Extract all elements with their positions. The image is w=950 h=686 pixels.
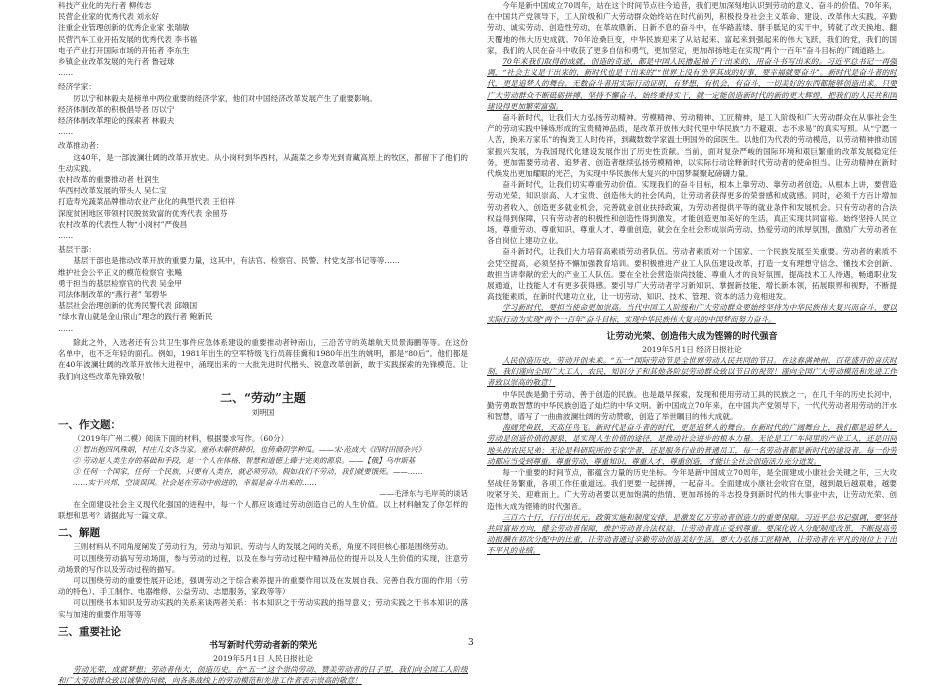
editorial-2-paragraph-3-text: 海阔凭鱼跃，天高任鸟飞。新时代是奋斗者的时代，更是追梦人的舞台。在新时代的广阔舞台上，我们都是追梦人。劳动是创造价值的源泉，是实现人生价值的途径，是推动社会进步的根本力量。无论是工厂车间里的产业工人，还是田间地头的农民兄弟；无论是科研院所的专家学者，还是服务行业的普通员工，每一名劳动者都是新时代的建设者，每一份劳动都应当受到尊重。尊重劳动、尊重知识、尊重人才、尊重创造，才能让全社会创造活力充分迸发。 [487,423,897,466]
page-number: 3 [468,638,474,648]
list-item: 维护社会公平正义的模范检察官 张飚 [58,267,182,277]
editorial-1-paragraph-6-text: 学习新时代，要担当使命更加崇高。当代中国工人阶级和广大劳动群众要始终坚持为中华民族伟大复兴而奋斗，要以实际行动为实现“两个一百年”奋斗目标、实现中华民族伟大复兴的中国梦而努力奋斗。 [487,303,897,324]
editorial-1-paragraph-6 [487,302,897,324]
editorial-2-paragraph-3 [487,422,897,467]
editorial-2-title: 让劳动光荣、创造伟大成为铿锵的时代强音 [606,331,778,342]
editorial-1-paragraph-2-text: 70年来我们取得的成就，创造的奇迹，都是中国人民撸起袖子干出来的、用奋斗书写出来的。习近平总书记一再强调，“社会主义是干出来的，新时代也是干出来的”“世界上没有坐享其成的好事，要幸福就要奋斗”。新时代是奋斗者的时代，更是追梦人的舞台。无数奋斗者用实际行动证明，有梦想，有机会，有奋斗，一切美好的东西都能够创造出来。只要广大劳动群众不断砥砺拼搏、坚持不懈奋斗，始终秉持实干，就一定能创造新时代的新的更大辉煌，把我们的人民共和国建设得更加繁荣富强。 [487,57,897,111]
task-material-item: ① 暂出抱四风殊娟，村庄儿女各当家。童孙未解供耕织，也傍桑阴学种瓜。——宋·范成大《四时田园杂兴》 [72,444,425,454]
reform-paragraph: 这40年，是一部波澜壮阔的改革开放史。从小岗村到华西村，从蔬菜之乡寿光到青藏高原上的牧区，都留下了他们的生动实践。 [58,152,468,173]
list-item: 勇于担当的基层检察官的代表 吴金甲 [58,278,182,288]
editorial-1-paragraph-4 [487,179,897,246]
task-quote: ……实干兴邦，空谈误国。社会是在劳动中前进的，幸福是奋斗出来的…… [72,477,317,487]
task-quote-source: ——毛泽东与毛岸英的谈话 [379,488,468,498]
list-item: 注重企业管理创新的优秀企业家 张瑞敏 [58,23,190,33]
list-item: 民营企业家的优秀代表 刘永好 [58,12,160,22]
editorial-2-paragraph-5 [487,512,897,557]
list-item: 电子产业打开国际市场的开拓者 李东生 [58,45,190,55]
list-item: 华西村改革发展的带头人 吴仁宝 [58,186,167,196]
list-item: 基层社会治理创新的优秀民警代表 邱娥国 [58,301,198,311]
task-intro: （2019年广州二模）阅读下面的材料，根据要求写作。（60分） [73,433,289,443]
right-column [487,0,897,557]
section-title: 二、“劳动”主题 [220,390,306,405]
editorial-2-paragraph-4: 每一个重要的时间节点，都蕴含力量的历史坐标。今年是新中国成立70周年，是全面建成小康社会关键之年，三大攻坚战任务繁重，各项工作任重道远。我们更要一起拼搏，一起奋斗。全面建成小康社会收官在望，越到最后越艰难，越要咬紧牙关、迎难而上。广大劳动者要以更加饱满的热情、更加昂扬的斗志投身到新时代的伟大事业中去，让劳动光荣、创造伟大成为铿锵的时代强音。 [487,467,897,511]
heading-essay-task: 一、作文题： [58,418,121,431]
editorial-1-paragraph-5-text: 奋斗新时代，让我们大力培育高素质劳动者队伍。劳动者素质对一个国家、一个民族发展至关重要。劳动者的素质不会凭空提高，必须坚持不懈加强教育培训。要积极推进产业工人队伍建设改革，打造一支有理想守信念、懂技术会创新、敢担当讲奉献的宏大的产业工人队伍。要在全社会营造崇尚技能、尊重人才的良好氛围，提高技术工人待遇，畅通职业发展通道，让技能人才有更多获得感。要引导广大劳动者学习新知识、掌握新技能、增长新本领，拓展眼界和视野，不断提高技能素质，在新时代建功立业，让一切劳动、知识、技术、管理、资本的活力竞相进发。 [487,247,897,302]
editorial-2-paragraph-2: 中华民族是勤于劳动、善于创造的民族。也是最早探索、发现和使用劳动工具的民族之一，在几千年的历史长河中，勤劳勇敢智慧的中华民族创造了灿烂的中华文明。新中国成立70年来，在中国共产党领导下，一代代劳动者用劳动的汗水和智慧，谱写了一曲曲波澜壮阔的劳动赞歌，创造了举世瞩目的伟大成就。 [487,389,897,421]
task-materials [58,444,468,477]
list-item: 科技产业化的先行者 柳传志 [58,1,152,10]
editorial-1-paragraph-4-text: 奋斗新时代，让我们切实尊重劳动价值。实现我们的奋斗目标，根本上靠劳动、靠劳动者创造。从根本上讲，要营造劳动光荣、知识崇高、人才宝贵、创造伟大的社会风尚，让劳动者获得更多的荣誉感和成就感。同时，必须千方百计增加劳动者收入，创造更多就业机会，完善就业创业扶持政策，为劳动者提供平等的就业条件和发展机会。只有劳动者的合法权益得到保障，只有劳动者的积极性和创造性得到激发，才能创造更加美好的生活，真正实现共同富裕。始终坚持人民立场，尊重劳动、尊重知识、尊重人才、尊重创造，就会在全社会形成崇尚劳动、热爱劳动的浓厚氛围，激励广大劳动者在各自岗位上建功立业。 [487,180,897,246]
heading-editorials: 三、重要社论 [58,625,121,638]
left-column [58,0,468,686]
editorial-2-date: 2019年5月1日 经济日报社论 [642,344,742,354]
editorial-1-paragraph-3-text: 奋斗新时代，让我们大力弘扬劳动精神。劳模精神、劳动精神、工匠精神，是工人阶级和广大劳动群众在从事社会生产的劳动实践中锤炼形成的宝贵精神品质，是改革开放伟大时代里中华民族“力不避艰、志不求易”的真实写照。从“宁愿一人苦，换来万家乐”的掏粪工人时传祥，到藏数数学家温士明国外的邱医生。以他们为代表的劳动模范，以劳动精神推动国家振兴发展，为我国现代化建设发展作出了历史性贡献。当前，面对复杂严峻的国际环境和艰巨繁重的改革发展稳定任务，更加需要劳动者、追梦者、创造者继续弘扬劳模精神，以实际行动诠释新时代劳动者的使命担当。让劳动精神在新时代焕发出更加耀眼的光芒，为实现中华民族伟大复兴的中国梦凝聚起磅礴力量。 [487,113,897,179]
list-item: 农村改革的代表性人物“小岗村”严俊昌 [58,219,188,229]
editorial-1-date: 2019年5月1日 人民日报社论 [213,653,313,663]
analysis-paragraph: 三则材料从不同角度阐发了劳动行为，劳动与知识、劳动与人的发展之间的关系，角度不同但核心都是围绕劳动。 [73,542,453,552]
heading-analysis: 二、解题 [58,527,100,540]
list-item: 深度贫困地区带领村民脱贫致富的优秀代表 余留芬 [58,208,228,218]
editorial-1-lead-text: 劳动光荣，成就梦想；劳动者伟大，创造历史。在“五一”这个崇尚劳动、赞美劳动者的日子里，我们向全国工人阶级和广大劳动群众致以诚挚的问候，向各条战线上的劳动模范和先进工作者表示崇高的敬意！ [58,664,468,685]
list-item: 民营汽车工业开拓发展的优秀代表 李书福 [58,34,198,44]
editorial-2-paragraph-1 [487,355,897,389]
editorial-2-paragraph-5-text: 三百六十行，行行出状元。政策实施和制度安排，是激发亿万劳动者创造力的重要保障。习近平总书记强调，要坚持共同富裕方向，健全劳动者保障，维护劳动者合法权益，让劳动者真正受到尊重。要深化收入分配制度改革，不断提高劳动报酬在初次分配中的比重，让劳动者通过辛勤劳动创造美好生活。要大力弘扬工匠精神，让劳动者在平凡的岗位上干出不平凡的业绩。 [487,512,897,556]
list-item: …… [58,127,74,137]
analysis-paragraph: 可以围绕劳动搞写劳动场面，参与劳动的过程，以及在参与劳动过程中精神品位的提升以及人生价值的实现，注意劳动场景的写作以及劳动过程的描写。 [58,553,468,574]
list-item: 农村改革的重要推动者 杜润生 [58,175,160,185]
list-item: …… [58,323,74,333]
list-item: 司法体制改革的“燕行者” 邹碧华 [58,290,167,300]
task-material-item: ③ 任何一个国家，任何一个民族，只要有人类在，就必须劳动。假如我们不劳动，我们就要饿死。——…… [72,466,423,476]
reform-heading: 改革推动者： [58,141,104,151]
pioneer-list-economists [58,104,468,138]
list-item: …… [58,231,74,241]
section-author: 刘明国 [251,407,275,417]
list-item: 乡镇企业改革发展的先行者 鲁冠球 [58,57,175,67]
analysis-paragraphs [58,541,468,619]
grassroots-paragraph: 基层干部也是推动改革开放的重要力量，这其中，有法官、检察官、民警、村党支部书记等等…… [73,256,400,266]
pioneer-list-entrepreneurs [58,0,468,78]
grassroots-heading: 基层干部： [58,245,96,255]
pioneer-list-reformers [58,174,468,241]
list-item: 打造寿光蔬菜品牌推动农业产业化的典型代表 王伯祥 [58,197,236,207]
editorial-2-paragraph-1-text: 人民创造历史，劳动开创未来。“五一”国际劳动节是全世界劳动人民共同的节日。在这春满神州、百花盛开的喜庆时刻，我们谨向全国广大工人、农民、知识分子和其他各阶层劳动群众致以节日的祝贺！谨向全国广大劳动模范和先进工作者致以崇高的敬意！ [487,355,897,388]
editorial-1-paragraph-1: 今年是新中国成立70周年，站在这个时间节点往今追昔，我们更加深刻地认识到劳动的意义、奋斗的价值。70年来，在中国共产党领导下，工人阶级和广大劳动群众始终站在时代前列，积极投身社会主义革命、建设、改革伟大实践，辛勤劳动、诚实劳动、创造性劳动，在革故鼎新、日新不息的奋斗中，在华路蓝缕、胼手胝足的实干中，铸就了改天换地、翻天覆地的伟大历史成就。70年沧桑巨变，中华民族迎来了从站起来、富起来到强起来的伟大飞跃，我们的党，我们的国家，我们的人民在奋斗中收获了更多自信和勇气，更加坚定，更加昂扬地走在实现“两个一百年”奋斗目标的广阔道路上。 [487,1,897,55]
editorial-1-paragraph-3 [487,112,897,179]
list-item: …… [58,68,74,78]
econ-heading: 经济学家： [58,82,96,92]
list-item: 经济体制改革的积极倡导者 厉以宁 [58,104,175,114]
task-material-item: ② 劳动是人类生存的基础和手段，是一个人在体格、智慧和道德上臻于完美的源泉。——【俄】乌申斯基 [72,455,416,465]
analysis-paragraph: 可以围绕书本知识及劳动实践的关系来谈两者关系：书本知识之于劳动实践的指导意义；劳动实践之于书本知识的落实与加速的重要作用等等 [58,598,468,619]
list-item: “绿水青山就是金山银山”理念的践行者 鲍新民 [58,312,213,322]
editorial-1-lead [58,664,468,686]
econ-paragraph: 厉以宁和林毅夫是榜单中两位重要的经济学家，他们对中国经济改革发展产生了重要影响。 [73,93,377,103]
editorial-1-paragraph-5 [487,246,897,302]
editorial-1-paragraph-2 [487,56,897,112]
task-requirement: 在全面建设社会主义现代化强国的进程中，每一个人都应该通过劳动创造自己的人生价值。以上材料触发了你怎样的联想和思考？请据此写一篇文章。 [58,499,468,521]
analysis-paragraph: 可以围绕劳动的重要性展开论述，强调劳动之于综合素养提升的重要作用以及在发展自我、完善自我方面的作用（劳动的特色）、手工制作、电器维修、公益劳动、志愿服务、家政等等） [58,575,468,597]
closing-paragraph: 除此之外，入选者还有公共卫生事件应急体系建设的重要推动者钟南山，三沿苦守的英雄航天员景海鹏等等。在这份名单中，也不乏年轻的面孔。例如，1981年出生的空军特级飞行员蒋佳冀和1980年出生的姚明，都是“80后”。他们都是在40年波澜壮阔的改革开放伟大进程中，涌现出来的一大批先进时代楷头、锐意改革创新，敢于实践探索的先锋模范。让我们向这些改革先锋致敬！ [58,337,468,381]
editorial-1-title: 书写新时代劳动者新的荣光 [208,640,317,651]
list-item: 经济体制改革理论的探索者 林毅夫 [58,116,175,126]
pioneer-list-grassroots [58,267,468,334]
